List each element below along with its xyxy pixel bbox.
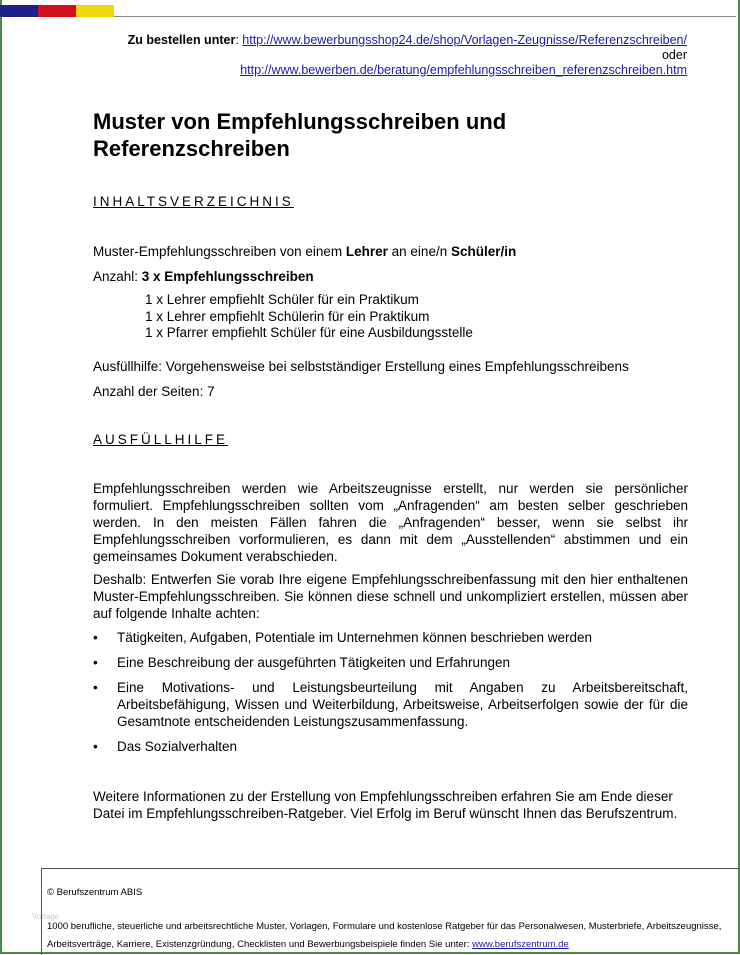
document-title: Muster von Empfehlungsschreiben und Referenzschreiben <box>93 109 507 161</box>
watermark: Vorlage <box>32 912 60 921</box>
toc-count: Anzahl: 3 x Empfehlungsschreiben <box>93 269 314 284</box>
help-paragraph-1: Empfehlungsschreiben werden wie Arbeitszeugnisse erstellt, nur werden sie persönlicher formuliert. Empfehlungsschreiben sollten vom „Anfragenden“ am besten selber geschrieben werden. In den meisten Fällen fahren die „Anfragenden“ besser, wenn sie selbst ihr Empfehlungsschreiben vorformulieren, es dann mit dem „Ausstellenden“ abstimmen und ein gemeinsames Dokument verabschieden. <box>93 481 688 564</box>
help-bullet-list <box>93 629 688 763</box>
color-bar <box>0 5 114 17</box>
toc-pages: Anzahl der Seiten: 7 <box>93 384 215 399</box>
footer-copyright: © Berufszentrum ABIS <box>47 887 143 898</box>
bullet-item: • Tätigkeiten, Aufgaben, Potentiale im Unternehmen können beschrieben werden <box>93 630 593 645</box>
footer-text: 1000 berufliche, steuerliche und arbeitsrechtliche Muster, Vorlagen, Formulare und kostenlose Ratgeber für das Personalwesen, Musterbriefe, Arbeitszeugnisse, Arbeitsverträge, Karriere, Existenzgründung, Checklisten und Bewerbungsbeispiele finden Sie unter: www.berufszentrum.de <box>47 921 722 950</box>
toc-item: 1 x Lehrer empfiehlt Schüler für ein Praktikum <box>145 292 419 307</box>
color-bar-red <box>38 5 76 17</box>
toc-item: 1 x Pfarrer empfiehlt Schüler für eine Ausbildungsstelle <box>145 325 473 340</box>
bullet-dot: • <box>93 655 98 670</box>
order-oder: oder <box>661 48 687 62</box>
bullet-item: • Das Sozialverhalten <box>93 739 238 754</box>
color-bar-blue <box>0 5 38 17</box>
order-label: Zu bestellen unter <box>127 33 236 47</box>
toc-item: 1 x Lehrer empfiehlt Schülerin für ein Praktikum <box>145 308 430 324</box>
order-link-shop[interactable]: http://www.bewerbungsshop24.de/shop/Vorlagen-Zeugnisse/Referenzschreiben/ <box>242 33 687 47</box>
toc-line-main: Muster-Empfehlungsschreiben von einem Lehrer an eine/n Schüler/in <box>93 244 517 259</box>
bullet-dot: • <box>93 680 98 695</box>
footer-link[interactable]: www.berufszentrum.de <box>472 939 569 950</box>
bullet-dot: • <box>93 630 98 645</box>
order-link-bewerben[interactable]: http://www.bewerben.de/beratung/empfehlungsschreiben_referenzschreiben.htm <box>240 63 687 77</box>
help-heading: AUSFÜLLHILFE <box>93 432 229 447</box>
bullet-item: • Eine Motivations- und Leistungsbeurteilung mit Angaben zu Arbeitsbereitschaft, Arbeitsbefähigung, Wissen und Weiterbildung, Arbeitsweise, Arbeitserfolgen sowie der für die Gesamtnote entscheidenden Leistungszusammenfassung. <box>93 680 688 729</box>
header-line <box>114 16 736 17</box>
toc-heading: INHALTSVERZEICHNIS <box>93 194 294 209</box>
help-paragraph-3: Weitere Informationen zu der Erstellung von Empfehlungsschreiben erfahren Sie am Ende dieser Datei im Empfehlungsschreiben-Ratgeber. Viel Erfolg im Beruf wünscht Ihnen das Berufszentrum. <box>93 789 678 821</box>
order-info: Zu bestellen unter: http://www.bewerbungsshop24.de/shop/Vorlagen-Zeugnisse/Referenzschreiben/ oder http://www.bewerben.de/beratung/empfehlungsschreiben_referenzschreiben.htm <box>127 33 687 77</box>
color-bar-yellow <box>76 5 114 17</box>
toc-items <box>145 292 473 342</box>
bullet-item: • Eine Beschreibung der ausgeführten Tätigkeiten und Erfahrungen <box>93 655 511 670</box>
toc-fill-help: Ausfüllhilfe: Vorgehensweise bei selbstständiger Erstellung eines Empfehlungsschreibens <box>93 359 629 374</box>
bullet-dot: • <box>93 739 98 754</box>
help-paragraph-2: Deshalb: Entwerfen Sie vorab Ihre eigene Empfehlungsschreibenfassung mit den hier enthaltenen Muster-Empfehlungsschreiben. Sie können diese schnell und unkompliziert erstellen, müssen aber auf folgende Inhalte achten: <box>93 572 688 621</box>
